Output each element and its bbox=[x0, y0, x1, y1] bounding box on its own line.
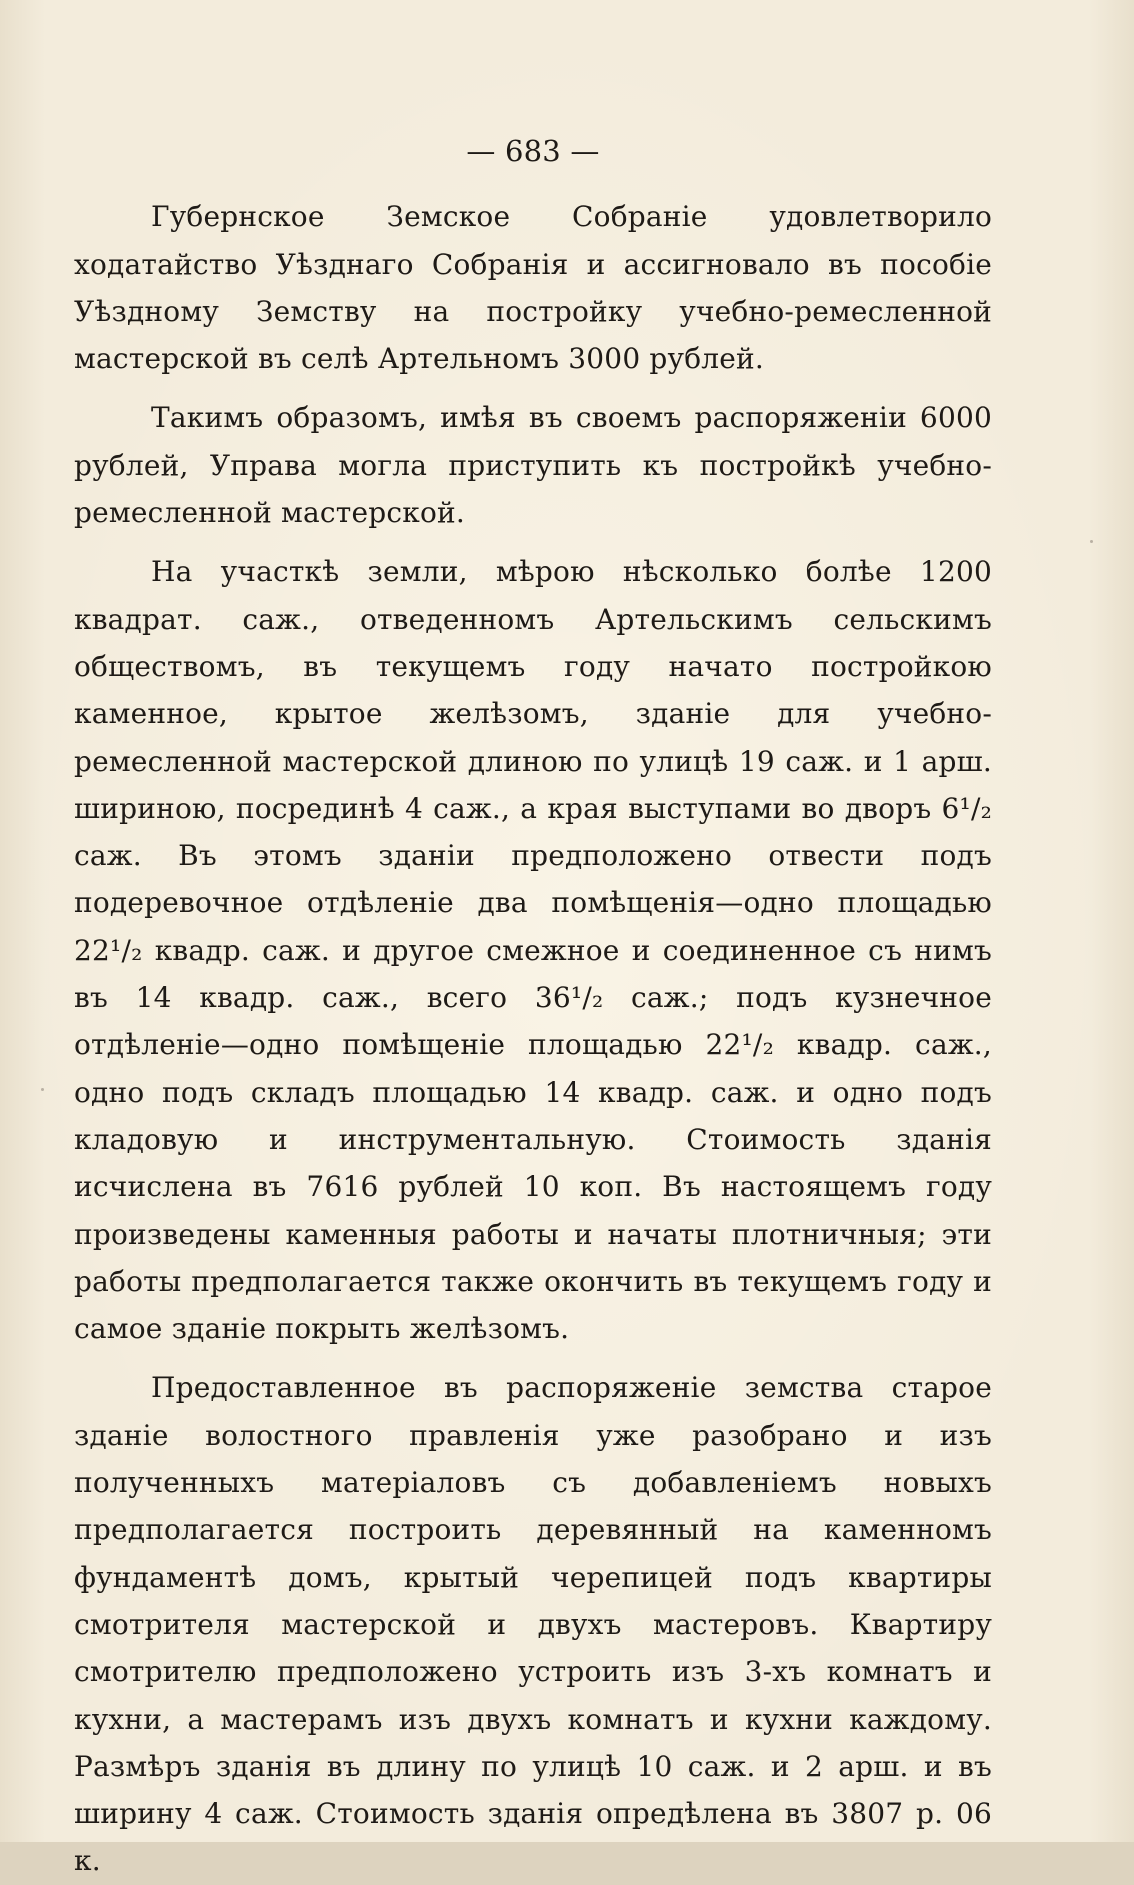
paragraph: Губернское Земское Собраніе удовлетворило ходатайство Уѣзднаго Собранія и ассигновало въ пособіе Уѣздному Земству на постройку учебно-ремесленной мастерской въ селѣ Артельномъ 3000 рублей. bbox=[74, 200, 992, 376]
page-number: — 683 — bbox=[466, 134, 600, 168]
paragraph: Такимъ образомъ, имѣя въ своемъ распоряженіи 6000 рублей, Управа могла приступить къ постройкѣ учебно-ремесленной мастерской. bbox=[74, 401, 992, 530]
page-text bbox=[74, 128, 992, 1885]
paragraph: Предоставленное въ распоряженіе земства старое зданіе волостного правленія уже разобрано и изъ полученныхъ матеріаловъ съ добавленіемъ новыхъ предполагается построить деревянный на каменномъ фундаментѣ домъ, крытый черепицей подъ квартиры смотрителя мастерской и двухъ мастеровъ. Квартиру смотрителю предположено устроить изъ 3-хъ комнатъ и кухни, а мастерамъ изъ двухъ комнатъ и кухни каждому. Размѣръ зданія въ длину по улицѣ 10 саж. и 2 арш. и въ ширину 4 саж. Стоимость зданія опредѣлена въ 3807 р. 06 к. bbox=[74, 1371, 992, 1878]
paper-speck bbox=[1090, 540, 1093, 543]
paragraph: На участкѣ земли, мѣрою нѣсколько болѣе 1200 квадрат. саж., отведенномъ Артельскимъ сельскимъ обществомъ, въ текущемъ году начато постройкою каменное, крытое желѣзомъ, зданіе для учебно-ремесленной мастерской длиною по улицѣ 19 саж. и 1 арш. шириною, посрединѣ 4 саж., а края выступами во дворъ 6¹/₂ саж. Въ этомъ зданіи предположено отвести подъ подеревочное отдѣленіе два помѣщенія—одно площадью 22¹/₂ квадр. саж. и другое смежное и соединенное съ нимъ въ 14 квадр. саж., всего 36¹/₂ саж.; подъ кузнечное отдѣленіе—одно помѣщеніе площадью 22¹/₂ квадр. саж., одно подъ складъ площадью 14 квадр. саж. и одно подъ кладовую и инструментальную. Стоимость зданія исчислена въ 7616 рублей 10 коп. Въ настоящемъ году произведены каменныя работы и начаты плотничныя; эти работы предполагается также окончить въ текущемъ году и самое зданіе покрыть желѣзомъ. bbox=[74, 555, 992, 1346]
paper-speck bbox=[41, 1088, 44, 1091]
